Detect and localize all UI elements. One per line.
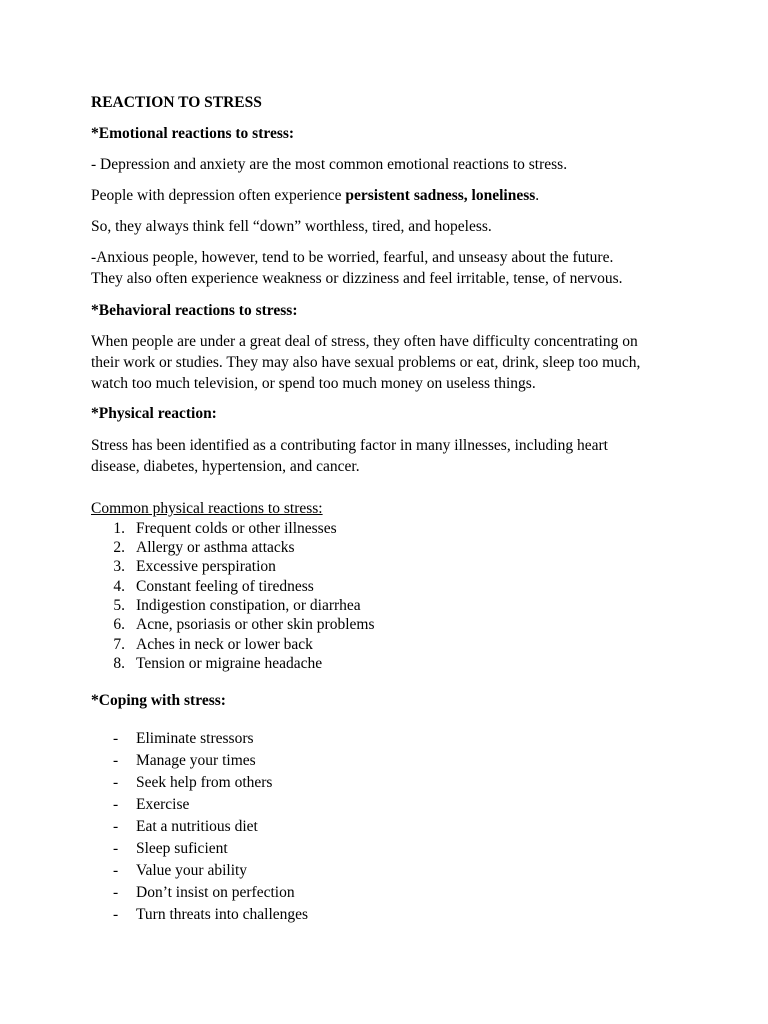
list-item-number: 2. [113,539,125,556]
list-item-text: Turn threats into challenges [136,906,309,923]
emotional-paragraph-4-line-1: -Anxious people, however, tend to be worried, fearful, and unseasy about the future. [91,249,614,266]
emotional-p2-text: People with depression often experience [91,187,346,204]
list-item-text: Don’t insist on perfection [136,884,295,901]
list-item-number: 4. [113,578,125,595]
list-item-text: Tension or migraine headache [136,655,323,672]
list-item-text: Constant feeling of tiredness [136,578,314,595]
list-item-dash: - [113,840,119,857]
list-item-dash: - [113,796,119,813]
emotional-heading: *Emotional reactions to stress: [91,125,295,142]
list-item-dash: - [113,730,119,747]
list-item-text: Allergy or asthma attacks [136,539,295,556]
list-item-number: 8. [113,655,125,672]
list-item-dash: - [113,774,119,791]
list-item-number: 1. [113,520,125,537]
list-item-dash: - [113,906,119,923]
list-item-text: Value your ability [136,862,248,879]
physical-list-title: Common physical reactions to stress: [91,500,323,517]
list-item-text: Eat a nutritious diet [136,818,258,835]
list-item-number: 3. [113,558,125,575]
emotional-p2-end: . [535,187,540,204]
list-item-text: Eliminate stressors [136,730,254,747]
list-item-text: Indigestion constipation, or diarrhea [136,597,361,614]
list-item-number: 5. [113,597,125,614]
list-item-number: 7. [113,636,125,653]
emotional-paragraph-1: - Depression and anxiety are the most common emotional reactions to stress. [91,156,568,173]
list-item-dash: - [113,884,119,901]
emotional-paragraph-2 [91,187,539,205]
physical-heading: *Physical reaction: [91,405,217,422]
list-item-dash: - [113,818,119,835]
behavioral-line-1: When people are under a great deal of stress, they often have difficulty concentrating on [91,333,638,350]
list-item-dash: - [113,862,119,879]
coping-heading: *Coping with stress: [91,692,226,709]
list-item-text: Excessive perspiration [136,558,276,575]
emotional-paragraph-3: So, they always think fell “down” worthless, tired, and hopeless. [91,218,492,235]
list-item-text: Acne, psoriasis or other skin problems [136,616,375,633]
behavioral-line-3: watch too much television, or spend too much money on useless things. [91,375,536,392]
list-item-text: Exercise [136,796,190,813]
list-item-text: Frequent colds or other illnesses [136,520,337,537]
list-item-number: 6. [113,616,125,633]
physical-line-2: disease, diabetes, hypertension, and cancer. [91,458,360,475]
emotional-paragraph-4-line-2: They also often experience weakness or dizziness and feel irritable, tense, of nervous. [91,270,623,287]
behavioral-heading: *Behavioral reactions to stress: [91,302,298,319]
emotional-p2-bold: persistent sadness, loneliness [345,187,536,204]
behavioral-line-2: their work or studies. They may also have sexual problems or eat, drink, sleep too much, [91,354,641,371]
list-item-dash: - [113,752,119,769]
list-item-text: Seek help from others [136,774,273,791]
list-item-text: Sleep suficient [136,840,228,857]
document-title: REACTION TO STRESS [91,94,262,111]
list-item-text: Aches in neck or lower back [136,636,313,653]
physical-line-1: Stress has been identified as a contributing factor in many illnesses, including heart [91,437,608,454]
list-item-text: Manage your times [136,752,256,769]
